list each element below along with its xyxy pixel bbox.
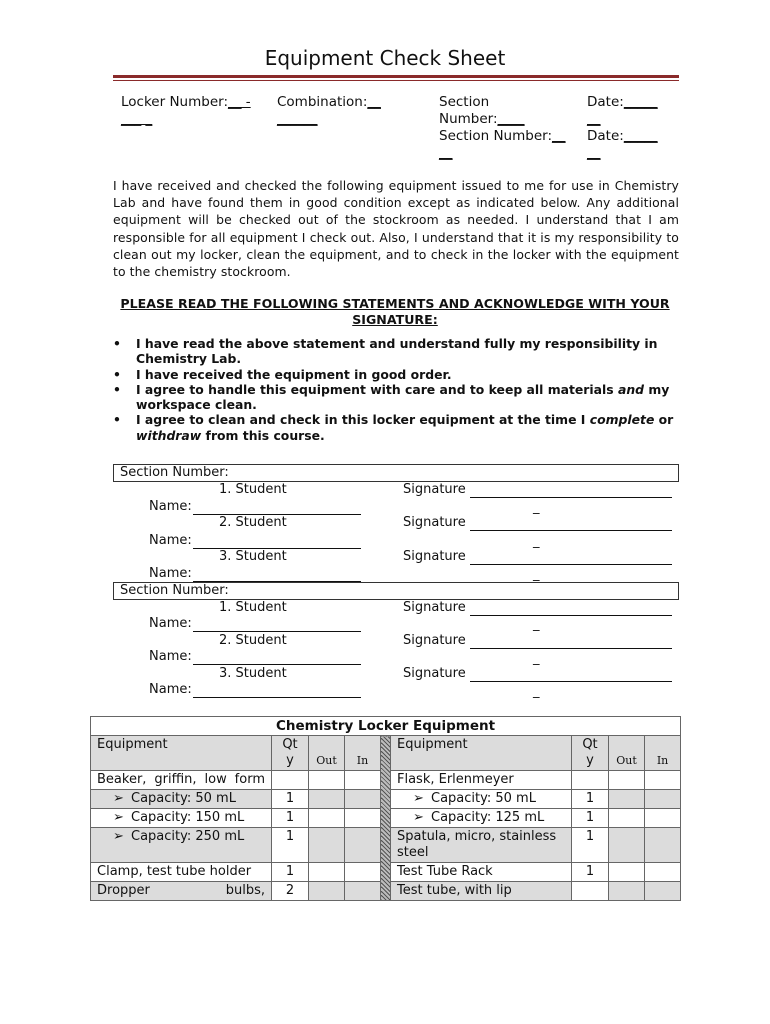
section-number-box-1[interactable] xyxy=(113,464,679,482)
student-1-label: 1. Student xyxy=(219,600,287,615)
statement-3 xyxy=(136,382,669,412)
signature-line-1[interactable] xyxy=(470,497,672,498)
qty-cell: 2 xyxy=(272,882,309,901)
section-number-blank-1: ____ xyxy=(497,111,525,127)
statement-1: I have read the above statement and understand fully my responsibility in Chemistry Lab. xyxy=(136,336,658,367)
intro-paragraph: I have received and checked the following equipment issued to me for use in Chemistry Lab and have found them in good condition except as indicated below. Any additional equipment will be checked out of the stockroom as needed. I understand that I am responsible for all equipment I check out. Also, I understand that it is my responsibility to clean out my locker, clean the equipment, and to check in the locker with the equipment to the chemistry stockroom. xyxy=(113,178,679,280)
combination-field[interactable] xyxy=(277,94,407,128)
in-checkbox-cell[interactable] xyxy=(645,809,681,828)
qty-cell: 1 xyxy=(572,863,609,882)
signature-label: Signature xyxy=(403,549,466,564)
signature-tail: _ xyxy=(533,651,540,666)
qty-cell: 1 xyxy=(572,809,609,828)
date-blank-2-cont: __ xyxy=(587,145,601,161)
name-label: Name: xyxy=(149,566,192,581)
col-in-header: In xyxy=(345,736,381,771)
signature-label: Signature xyxy=(403,515,466,530)
qty-cell xyxy=(572,882,609,901)
signature-label: Signature xyxy=(403,600,466,615)
out-checkbox-cell[interactable] xyxy=(609,790,645,809)
out-checkbox-cell[interactable] xyxy=(609,863,645,882)
section-number-label-2: Section Number: xyxy=(439,128,552,144)
out-checkbox-cell[interactable] xyxy=(309,809,345,828)
equipment-label: Capacity: 125 mL xyxy=(431,810,545,825)
qty-header-b: y xyxy=(286,753,294,768)
equipment-cell xyxy=(391,790,572,809)
bullet-icon: • xyxy=(113,412,121,428)
in-checkbox-cell[interactable] xyxy=(345,771,381,790)
student-3-label: 3. Student xyxy=(219,666,287,681)
table-title: Chemistry Locker Equipment xyxy=(91,717,681,736)
in-checkbox-cell[interactable] xyxy=(345,882,381,901)
arrow-bullet-icon: ➢ xyxy=(113,810,124,825)
locker-number-blank: __ - xyxy=(228,94,251,110)
title-rule-thick xyxy=(113,75,679,78)
equipment-cell: Flask, Erlenmeyer xyxy=(391,771,572,790)
name-label: Name: xyxy=(149,616,192,631)
signature-line-5[interactable] xyxy=(470,648,672,649)
locker-number-field[interactable] xyxy=(121,94,261,128)
name-line-5[interactable] xyxy=(193,664,361,665)
signature-label: Signature xyxy=(403,482,466,497)
date-label-2: Date: xyxy=(587,128,624,144)
in-checkbox-cell[interactable] xyxy=(645,882,681,901)
in-checkbox-cell[interactable] xyxy=(345,809,381,828)
bullet-icon: • xyxy=(113,381,121,397)
qty-cell: 1 xyxy=(272,828,309,863)
in-checkbox-cell[interactable] xyxy=(345,863,381,882)
col-qty-header xyxy=(572,736,609,771)
signature-line-6[interactable] xyxy=(470,681,672,682)
combination-blank: __ xyxy=(367,94,381,110)
out-checkbox-cell[interactable] xyxy=(309,790,345,809)
list-item xyxy=(113,412,681,443)
qty-cell: 1 xyxy=(272,863,309,882)
qty-header-a: Qt xyxy=(582,737,598,752)
statement-4-part: I agree to clean and check in this locker equipment at the time I xyxy=(136,412,590,428)
section-number-label-1b: Number: xyxy=(439,111,498,127)
acknowledge-heading: PLEASE READ THE FOLLOWING STATEMENTS AND ACKNOWLEDGE WITH YOUR SIGNATURE: xyxy=(120,296,670,327)
locker-number-label: Locker Number: xyxy=(121,94,228,110)
bullet-icon: • xyxy=(113,366,121,382)
name-label: Name: xyxy=(149,682,192,697)
col-out-header: Out xyxy=(609,736,645,771)
col-equipment-header: Equipment xyxy=(91,736,272,771)
student-3-label: 3. Student xyxy=(219,549,287,564)
section-number-label-1: Section xyxy=(439,94,490,110)
qty-cell: 1 xyxy=(572,790,609,809)
out-checkbox-cell[interactable] xyxy=(309,882,345,901)
combination-label: Combination: xyxy=(277,94,368,110)
in-checkbox-cell[interactable] xyxy=(645,790,681,809)
date-blank-2: _____ xyxy=(623,128,658,144)
student-2-label: 2. Student xyxy=(219,633,287,648)
in-checkbox-cell[interactable] xyxy=(345,828,381,863)
out-checkbox-cell[interactable] xyxy=(609,809,645,828)
table-header-row xyxy=(91,736,681,771)
equipment-cell xyxy=(91,790,272,809)
equipment-cell: Test Tube Rack xyxy=(391,863,572,882)
equipment-label: Capacity: 150 mL xyxy=(131,810,245,825)
equipment-label: Capacity: 50 mL xyxy=(131,791,236,806)
name-label: Name: xyxy=(149,533,192,548)
section-number-box-2[interactable] xyxy=(113,582,679,600)
qty-header-b: y xyxy=(586,753,594,768)
arrow-bullet-icon: ➢ xyxy=(413,810,424,825)
statement-3-part: I agree to handle this equipment with care and to keep all materials xyxy=(136,381,618,397)
in-checkbox-cell[interactable] xyxy=(345,790,381,809)
statement-list xyxy=(113,336,681,443)
out-checkbox-cell[interactable] xyxy=(609,882,645,901)
equipment-label: Capacity: 250 mL xyxy=(131,829,245,844)
title-rule-thin xyxy=(113,80,679,81)
name-label: Name: xyxy=(149,499,192,514)
signature-tail: _ xyxy=(533,617,540,632)
equipment-cell: Spatula, micro, stainless steel xyxy=(391,828,572,863)
name-line-6[interactable] xyxy=(193,697,361,698)
arrow-bullet-icon: ➢ xyxy=(113,829,124,844)
locker-number-blank-cont: ___ _ xyxy=(121,111,153,127)
name-label: Name: xyxy=(149,649,192,664)
qty-cell xyxy=(272,771,309,790)
equipment-cell: Clamp, test tube holder xyxy=(91,863,272,882)
arrow-bullet-icon: ➢ xyxy=(413,791,424,806)
list-item xyxy=(113,367,681,382)
col-qty-header xyxy=(272,736,309,771)
out-checkbox-cell[interactable] xyxy=(309,863,345,882)
section-number-blank-2-cont: __ xyxy=(439,145,453,161)
statement-4-end: from this course. xyxy=(201,427,325,443)
date-blank-1: _____ xyxy=(623,94,658,110)
statement-4-emph-2: withdraw xyxy=(136,427,202,443)
out-checkbox-cell[interactable] xyxy=(609,828,645,863)
section-number-fields[interactable] xyxy=(439,94,579,162)
equipment-label: Capacity: 50 mL xyxy=(431,791,536,806)
date-blank-1-cont: __ xyxy=(587,111,601,127)
name-line-4[interactable] xyxy=(193,631,361,632)
in-checkbox-cell[interactable] xyxy=(645,828,681,863)
col-equipment-header: Equipment xyxy=(391,736,572,771)
student-2-label: 2. Student xyxy=(219,515,287,530)
statement-4-mid: or xyxy=(654,412,674,428)
in-checkbox-cell[interactable] xyxy=(645,863,681,882)
combination-blank-cont: ______ xyxy=(277,111,318,127)
equipment-cell xyxy=(91,809,272,828)
col-out-header: Out xyxy=(309,736,345,771)
signature-line-4[interactable] xyxy=(470,615,672,616)
list-item xyxy=(113,336,681,367)
list-item xyxy=(113,382,681,413)
statement-2: I have received the equipment in good order. xyxy=(136,366,452,382)
out-checkbox-cell[interactable] xyxy=(309,828,345,863)
signature-line-3[interactable] xyxy=(470,564,672,565)
bullet-icon: • xyxy=(113,336,121,351)
signature-tail: _ xyxy=(533,567,540,582)
equipment-cell: Dropper bulbs, xyxy=(91,882,272,901)
qty-cell: 1 xyxy=(572,828,609,863)
signature-line-2[interactable] xyxy=(470,530,672,531)
signature-tail: _ xyxy=(533,534,540,549)
equipment-cell: Test tube, with lip xyxy=(391,882,572,901)
statement-3-end: my workspace clean. xyxy=(136,381,670,413)
signature-label: Signature xyxy=(403,633,466,648)
equipment-cell: Beaker, griffin, low form xyxy=(91,771,272,790)
signature-tail: _ xyxy=(533,684,540,699)
section-number-blank-2: __ xyxy=(552,128,566,144)
statement-4-emph-1: complete xyxy=(589,412,655,428)
qty-cell: 1 xyxy=(272,790,309,809)
equipment-cell xyxy=(391,809,572,828)
col-in-header: In xyxy=(645,736,681,771)
student-1-label: 1. Student xyxy=(219,482,287,497)
section-number-label: Section Number: xyxy=(120,583,229,598)
qty-cell xyxy=(572,771,609,790)
in-checkbox-cell[interactable] xyxy=(645,771,681,790)
qty-header-a: Qt xyxy=(282,737,298,752)
qty-cell: 1 xyxy=(272,809,309,828)
equipment-table xyxy=(90,716,681,901)
out-checkbox-cell[interactable] xyxy=(309,771,345,790)
statement-3-emph: and xyxy=(617,381,645,397)
date-fields[interactable] xyxy=(587,94,677,162)
date-label-1: Date: xyxy=(587,94,624,110)
signature-label: Signature xyxy=(403,666,466,681)
table-separator xyxy=(381,736,391,901)
page-title: Equipment Check Sheet xyxy=(264,46,506,70)
out-checkbox-cell[interactable] xyxy=(609,771,645,790)
equipment-cell xyxy=(91,828,272,863)
section-number-label: Section Number: xyxy=(120,465,229,480)
signature-tail: _ xyxy=(533,500,540,515)
statement-4 xyxy=(136,412,673,442)
arrow-bullet-icon: ➢ xyxy=(113,791,124,806)
